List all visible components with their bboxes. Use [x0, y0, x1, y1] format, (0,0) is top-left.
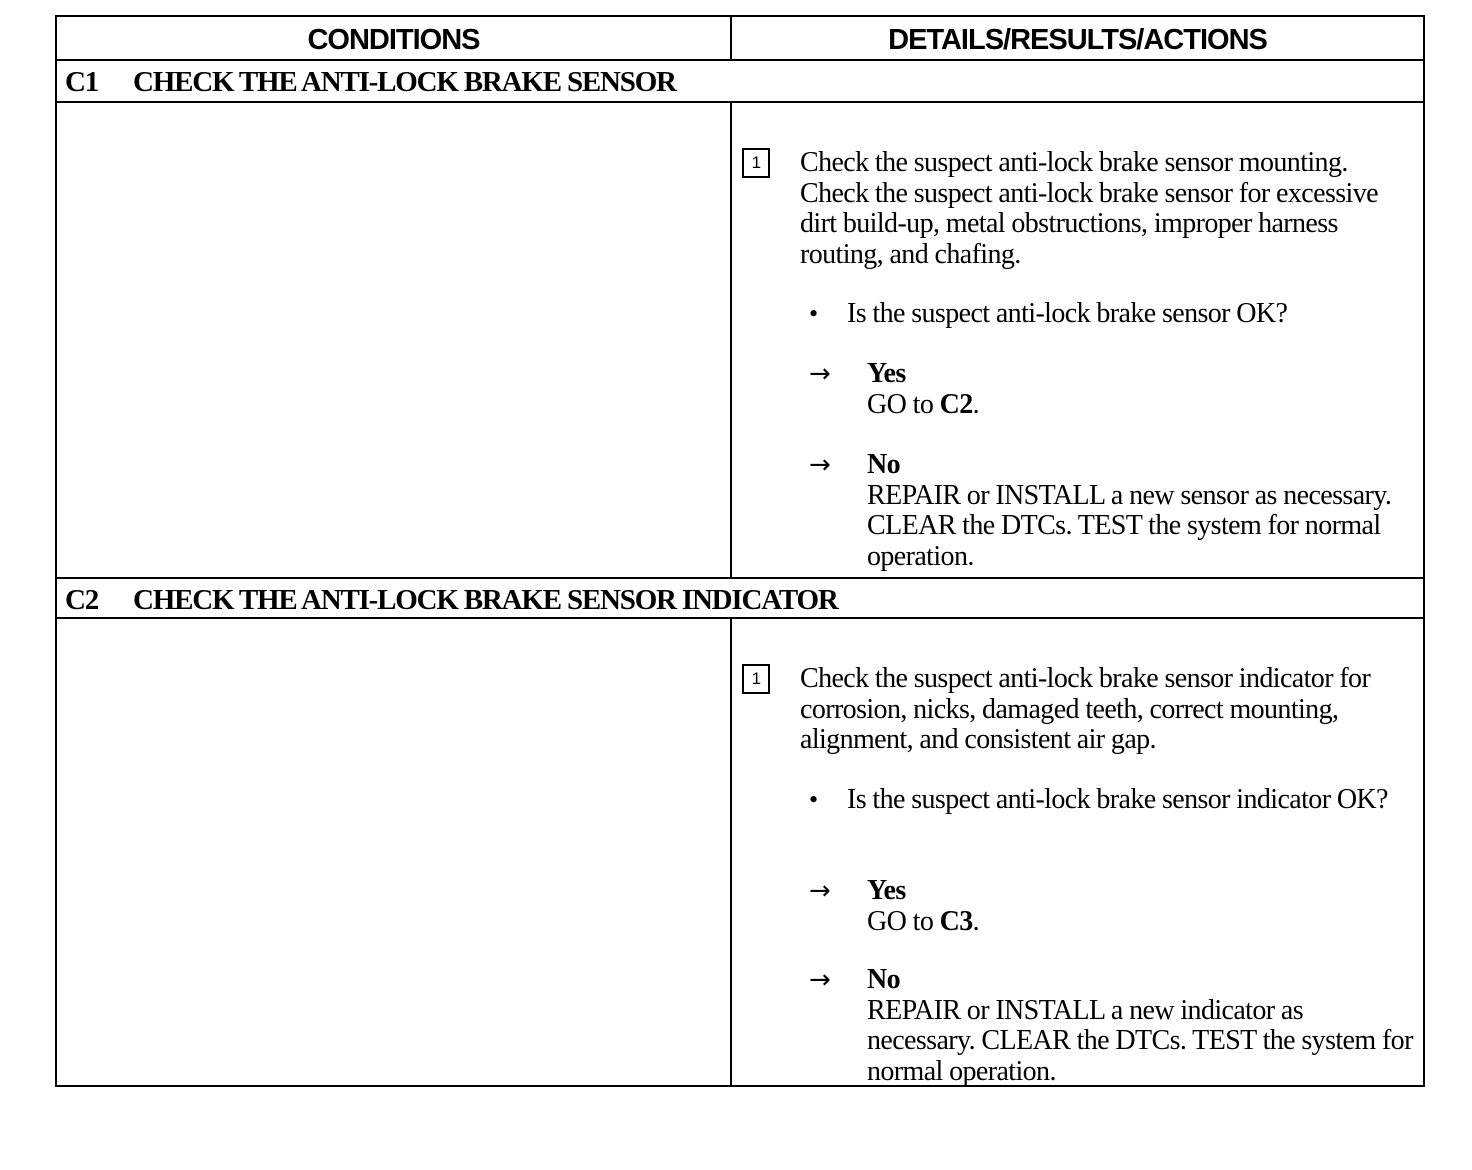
- step-number-box: 1: [742, 664, 770, 694]
- no-label: No: [867, 449, 901, 480]
- yes-action: [867, 390, 1417, 421]
- step-body-c2: [57, 619, 1423, 1085]
- goto-target: C2: [939, 388, 973, 420]
- goto-target: C3: [939, 905, 973, 937]
- question-text: Is the suspect anti-lock brake sensor indicator OK?: [847, 784, 1388, 815]
- table-header: [57, 17, 1423, 61]
- right-arrow-icon: →: [809, 965, 831, 995]
- bullet-icon: •: [809, 299, 818, 328]
- yes-action-suffix: .: [972, 388, 980, 420]
- conditions-header: CONDITIONS: [57, 17, 732, 59]
- yes-action-prefix: GO to: [867, 905, 940, 937]
- step-title-c2: [57, 577, 1423, 619]
- yes-branch: [867, 876, 1417, 937]
- yes-action: [867, 907, 1417, 938]
- yes-label: Yes: [867, 358, 906, 389]
- yes-label: Yes: [867, 875, 906, 906]
- no-branch: [867, 450, 1417, 572]
- diagnostic-table: [55, 15, 1425, 1087]
- yes-branch: [867, 359, 1417, 420]
- step-body-c1: [57, 103, 1423, 577]
- step-title-text: CHECK THE ANTI-LOCK BRAKE SENSOR INDICATOR: [133, 584, 838, 616]
- step-title-text: CHECK THE ANTI-LOCK BRAKE SENSOR: [133, 66, 676, 98]
- details-header: DETAILS/RESULTS/ACTIONS: [888, 24, 1267, 56]
- question-text: Is the suspect anti-lock brake sensor OK?: [847, 298, 1288, 329]
- step-id: C2: [65, 584, 99, 616]
- right-arrow-icon: →: [809, 876, 831, 906]
- no-label: No: [867, 964, 901, 995]
- column-divider: [730, 103, 732, 577]
- step-number-box: 1: [742, 148, 770, 178]
- step-title-c1: [57, 61, 1423, 103]
- right-arrow-icon: →: [809, 359, 831, 389]
- column-divider: [730, 619, 732, 1085]
- yes-action-prefix: GO to: [867, 388, 940, 420]
- instruction-text: Check the suspect anti-lock brake sensor mounting. Check the suspect anti-lock brake sensor for excessive dirt build-up, metal obstructions, improper harness routing, and chafing.: [800, 147, 1378, 270]
- right-arrow-icon: →: [809, 450, 831, 480]
- no-action: REPAIR or INSTALL a new sensor as necessary. CLEAR the DTCs. TEST the system for normal operation.: [867, 479, 1392, 572]
- instruction-text: Check the suspect anti-lock brake sensor indicator for corrosion, nicks, damaged teeth, correct mounting, alignment, and consistent air gap.: [800, 663, 1371, 755]
- step-id: C1: [65, 66, 99, 98]
- yes-action-suffix: .: [972, 905, 980, 937]
- bullet-icon: •: [809, 785, 818, 814]
- no-action: REPAIR or INSTALL a new indicator as necessary. CLEAR the DTCs. TEST the system for normal operation.: [867, 994, 1413, 1087]
- no-branch: [867, 965, 1417, 1087]
